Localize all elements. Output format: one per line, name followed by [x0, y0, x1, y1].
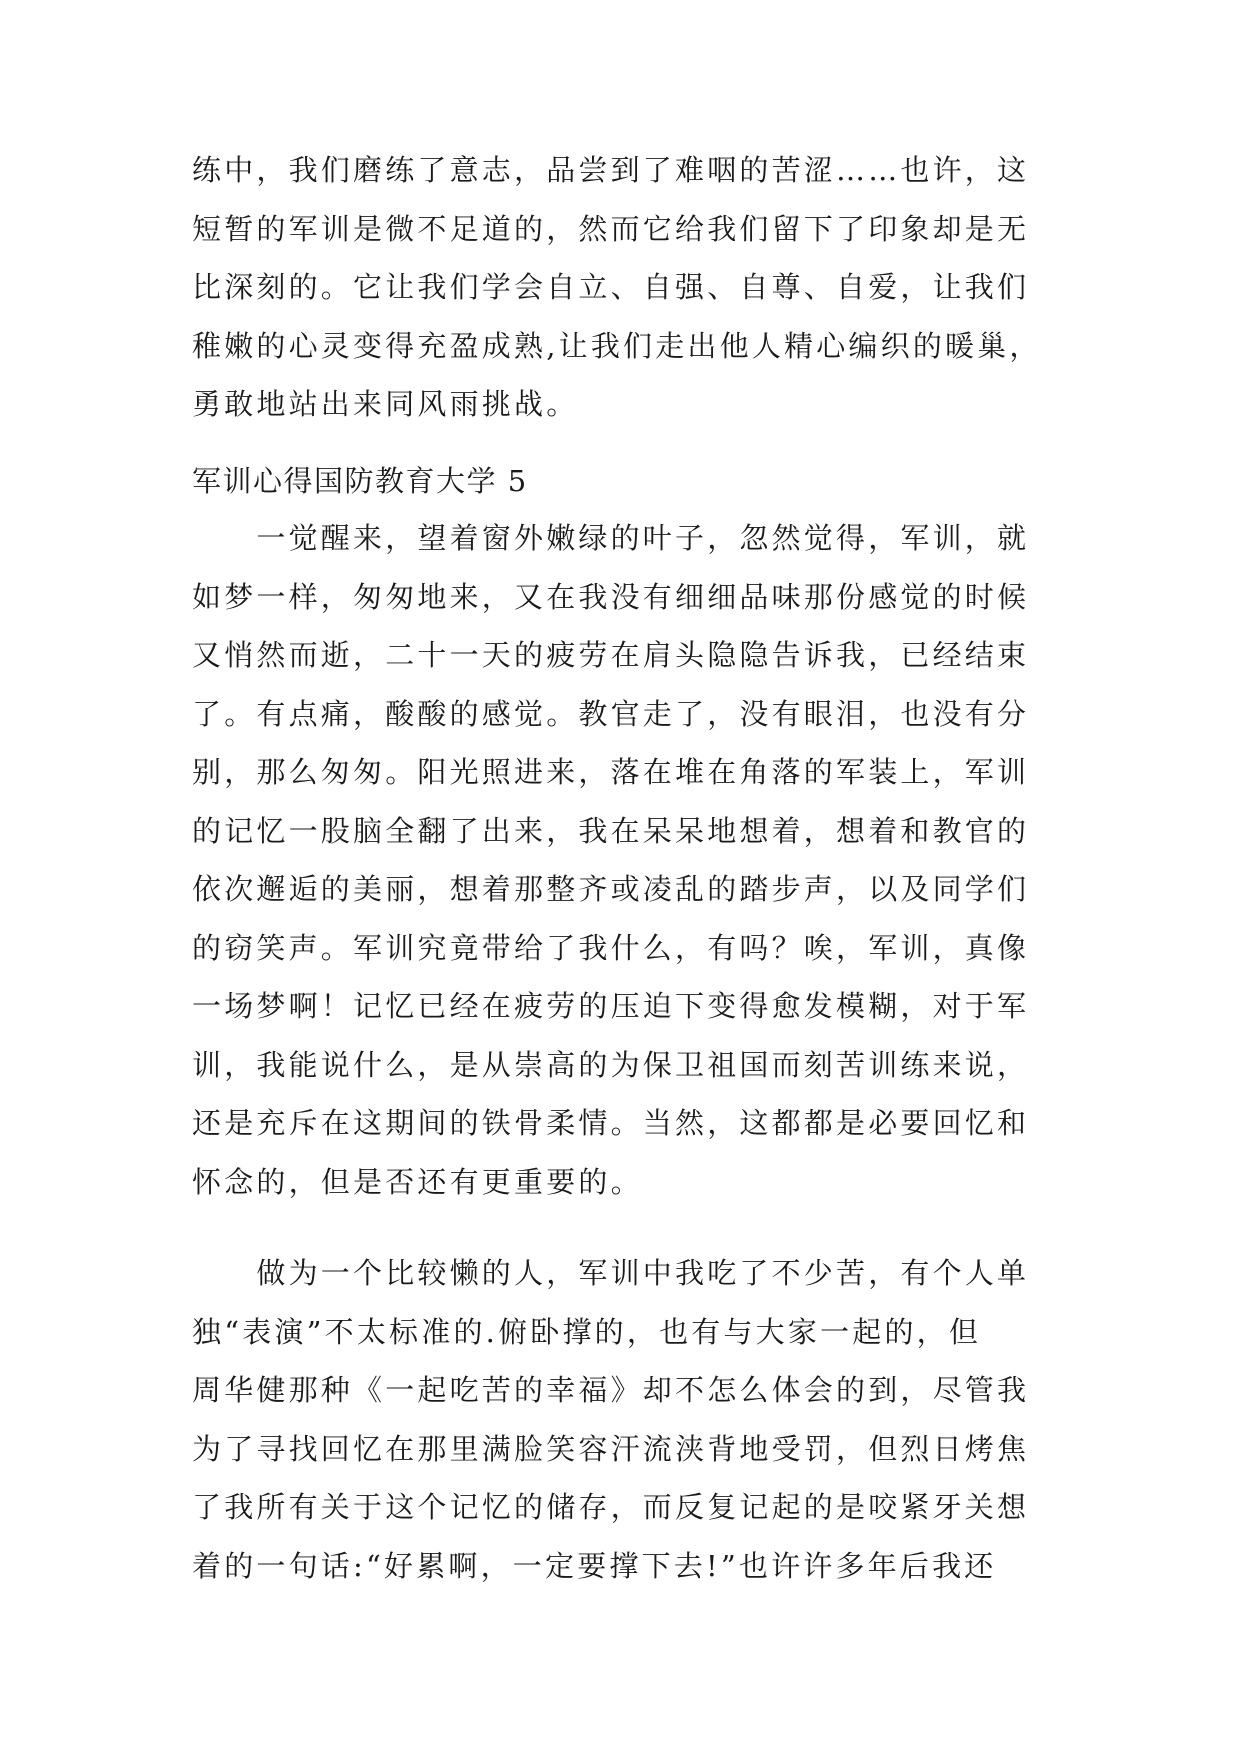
section-title-wrap: [192, 452, 1054, 511]
text-line: 为了寻找回忆在那里满脸笑容汗流浃背地受罚，但烈日烤焦: [192, 1431, 1030, 1466]
text-line: 训，我能说什么，是从崇高的为保卫祖国而刻苦训练来说，: [192, 1047, 1030, 1082]
text-line: 着的一句话:“好累啊，一定要撑下去!”也许许多年后我还: [192, 1548, 997, 1583]
text-line: 一场梦啊！记忆已经在疲劳的压迫下变得愈发模糊，对于军: [192, 989, 1030, 1023]
text-line: 练中，我们磨练了意志，品尝到了难咽的苦涩……也许，这: [192, 153, 1030, 187]
text-line: 稚嫩的心灵变得充盈成熟,让我们走出他人精心编织的暖巢，: [192, 328, 1042, 363]
text-line: 又悄然而逝，二十一天的疲劳在肩头隐隐告诉我，已经结束: [192, 638, 1030, 672]
text-line: 短暂的军训是微不足道的，然而它给我们留下了印象却是无: [192, 211, 1030, 246]
text-line: 如梦一样，匆匆地来，又在我没有细细品味那份感觉的时候: [192, 579, 1030, 614]
text-line: 周华健那种《一起吃苦的幸福》却不怎么体会的到，尽管我: [192, 1373, 1030, 1407]
text-line: 还是充斥在这期间的铁骨柔情。当然，这都都是必要回忆和: [192, 1106, 1030, 1140]
text-line: 了。有点痛，酸酸的感觉。教官走了，没有眼泪，也没有分: [192, 696, 1030, 731]
text-line: 勇敢地站出来同风雨挑战。: [192, 387, 579, 421]
section-title: 军训心得国防教育大学 5: [192, 464, 528, 498]
text-line: 的窃笑声。军训究竟带给了我什么，有吗？唉，军训，真像: [192, 930, 1030, 965]
text-line: 一觉醒来，望着窗外嫩绿的叶子，忽然觉得，军训，就: [192, 521, 1030, 555]
text-line: 的记忆一股脑全翻了出来，我在呆呆地想着，想着和教官的: [192, 813, 1030, 848]
text-line: 了我所有关于这个记忆的储存，而反复记起的是咬紧牙关想: [192, 1490, 1030, 1524]
paragraph-1: [192, 509, 1054, 1211]
intro-paragraph: [192, 141, 1054, 434]
text-line: 独“表演”不太标准的.俯卧撑的，也有与大家一起的，但: [192, 1314, 982, 1349]
text-line: 怀念的，但是否还有更重要的。: [192, 1164, 643, 1199]
text-line: 做为一个比较懒的人，军训中我吃了不少苦，有个人单: [192, 1256, 1030, 1290]
text-line: 依次邂逅的美丽，想着那整齐或凌乱的踏步声，以及同学们: [192, 872, 1030, 906]
paragraph-2: [192, 1244, 1054, 1595]
text-line: 比深刻的。它让我们学会自立、自强、自尊、自爱，让我们: [192, 270, 1030, 304]
text-line: 别，那么匆匆。阳光照进来，落在堆在角落的军装上，军训: [192, 755, 1030, 789]
